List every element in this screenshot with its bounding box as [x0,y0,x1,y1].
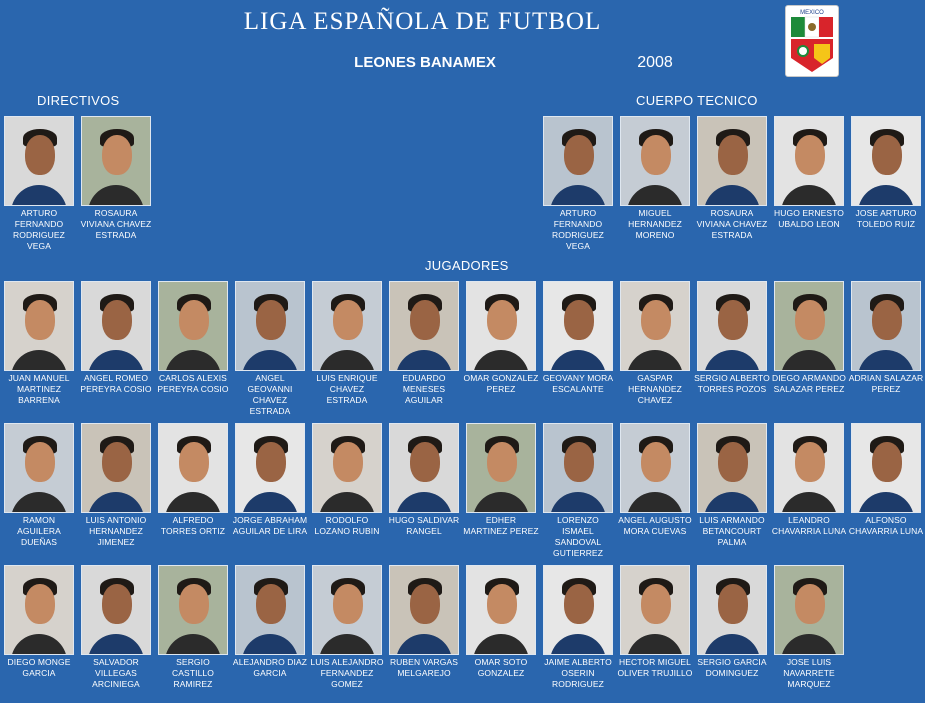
player-name: LUIS ANTONIO HERNANDEZ JIMENEZ [85,515,147,547]
player-photo [774,565,844,655]
player-name: RODOLFO LOZANO RUBIN [314,515,380,536]
player-photo [389,423,459,513]
page-title: LIGA ESPAÑOLA DE FUTBOL [243,8,602,35]
player-card [771,565,847,690]
player-card [232,565,308,679]
player-photo [774,116,844,206]
player-card [309,281,385,406]
player-photo [389,565,459,655]
player-photo [620,565,690,655]
player-name: CARLOS ALEXIS PEREYRA COSIO [157,373,229,394]
player-photo [312,281,382,371]
player-photo [543,281,613,371]
svg-text:MEXICO: MEXICO [800,10,824,16]
player-photo [697,116,767,206]
player-name: HUGO SALDIVAR RANGEL [388,515,460,536]
player-name: ADRIAN SALAZAR PEREZ [848,373,924,394]
player-name: JOSE ARTURO TOLEDO RUIZ [855,208,917,229]
player-name: HECTOR MIGUEL OLIVER TRUJILLO [617,657,693,678]
player-photo [235,281,305,371]
player-card [309,565,385,690]
player-photo [235,565,305,655]
player-photo [389,281,459,371]
player-name: ARTURO FERNANDO RODRIGUEZ VEGA [552,208,604,251]
player-name: JOSE LUIS NAVARRETE MARQUEZ [783,657,835,689]
player-name: ANGEL GEOVANNI CHAVEZ ESTRADA [247,373,293,416]
player-name: EDHER MARTINEZ PEREZ [463,515,539,536]
player-photo [4,423,74,513]
player-name: DIEGO ARMANDO SALAZAR PEREZ [771,373,847,394]
player-name: JUAN MANUEL MARTINEZ BARRENA [8,373,70,405]
player-photo [697,423,767,513]
player-photo [81,565,151,655]
player-name: JAIME ALBERTO OSERIN RODRIGUEZ [544,657,612,689]
player-photo [851,281,921,371]
player-photo [620,281,690,371]
player-photo [81,281,151,371]
player-photo [312,423,382,513]
player-card [1,423,77,548]
player-photo [81,116,151,206]
player-photo [466,565,536,655]
player-card [848,116,924,230]
player-photo [774,423,844,513]
player-name: ROSAURA VIVIANA CHAVEZ ESTRADA [696,208,768,240]
player-card [771,116,847,230]
player-photo [851,116,921,206]
player-card [617,116,693,241]
player-photo [697,565,767,655]
player-card [540,423,616,559]
player-card [463,423,539,537]
player-photo [158,565,228,655]
player-card [463,281,539,395]
player-name: SERGIO CASTILLO RAMIREZ [172,657,214,689]
player-name: GASPAR HERNANDEZ CHAVEZ [628,373,682,405]
section-jugadores: JUGADORES [425,258,509,273]
player-photo [4,565,74,655]
player-card [617,281,693,406]
player-photo [466,281,536,371]
player-card [232,281,308,417]
player-photo [4,116,74,206]
player-name: LUIS ALEJANDRO FERNANDEZ GOMEZ [310,657,384,689]
player-card [78,281,154,395]
player-card [155,281,231,395]
player-photo [620,423,690,513]
player-card [155,423,231,537]
player-photo [697,281,767,371]
player-photo [4,281,74,371]
player-card [848,423,924,537]
player-name: RAMON AGUILERA DUEÑAS [17,515,61,547]
player-name: SERGIO ALBERTO TORRES POZOS [694,373,770,394]
player-name: ALEJANDRO DIAZ GARCIA [232,657,308,678]
player-photo [158,423,228,513]
player-name: ARTURO FERNANDO RODRIGUEZ VEGA [13,208,65,251]
player-name: OMAR GONZALEZ PEREZ [463,373,539,394]
player-card [694,281,770,395]
player-name: LUIS ENRIQUE CHAVEZ ESTRADA [316,373,378,405]
player-name: RUBEN VARGAS MELGAREJO [389,657,459,678]
player-card [78,116,154,241]
player-name: ANGEL ROMEO PEREYRA COSIO [80,373,152,394]
player-card [386,565,462,679]
player-card [386,281,462,406]
player-name: LUIS ARMANDO BETANCOURT PALMA [699,515,765,547]
player-name: GEOVANY MORA ESCALANTE [542,373,614,394]
player-name: EDUARDO MENESES AGUILAR [402,373,446,405]
player-card [232,423,308,537]
player-card [386,423,462,537]
player-card [771,423,847,537]
player-card [78,423,154,548]
player-card [694,565,770,679]
player-name: SERGIO GARCIA DOMINGUEZ [697,657,767,678]
player-card [463,565,539,679]
player-photo [543,116,613,206]
player-name: LEANDRO CHAVARRIA LUNA [771,515,847,536]
player-card [1,281,77,406]
player-photo [543,423,613,513]
player-photo [620,116,690,206]
player-photo [543,565,613,655]
section-directivos: DIRECTIVOS [37,93,120,108]
player-name: MIGUEL HERNANDEZ MORENO [628,208,682,240]
team-name: LEONES BANAMEX [354,54,496,71]
player-name: ALFONSO CHAVARRIA LUNA [848,515,924,536]
player-name: ROSAURA VIVIANA CHAVEZ ESTRADA [80,208,152,240]
player-card [1,565,77,679]
player-name: JORGE ABRAHAM AGUILAR DE LIRA [232,515,308,536]
player-name: HUGO ERNESTO UBALDO LEON [774,208,844,229]
player-card [1,116,77,252]
mexico-emblem-icon [785,5,839,77]
player-card [540,116,616,252]
player-card [155,565,231,690]
section-cuerpo-tecnico: CUERPO TECNICO [636,93,758,108]
player-card [848,281,924,395]
player-card [309,423,385,537]
player-name: ANGEL AUGUSTO MORA CUEVAS [618,515,692,536]
player-name: OMAR SOTO GONZALEZ [474,657,528,678]
player-card [771,281,847,395]
player-name: ALFREDO TORRES ORTIZ [160,515,226,536]
player-card [694,423,770,548]
player-card [540,281,616,395]
player-photo [158,281,228,371]
player-card [694,116,770,241]
player-photo [312,565,382,655]
player-photo [774,281,844,371]
player-card [617,423,693,537]
player-photo [466,423,536,513]
player-name: LORENZO ISMAEL SANDOVAL GUTIERREZ [552,515,603,558]
player-name: SALVADOR VILLEGAS ARCINIEGA [92,657,140,689]
player-name: DIEGO MONGE GARCIA [7,657,71,678]
player-photo [235,423,305,513]
player-card [617,565,693,679]
player-card [78,565,154,690]
player-photo [81,423,151,513]
player-card [540,565,616,690]
player-photo [851,423,921,513]
season-year: 2008 [637,54,673,71]
